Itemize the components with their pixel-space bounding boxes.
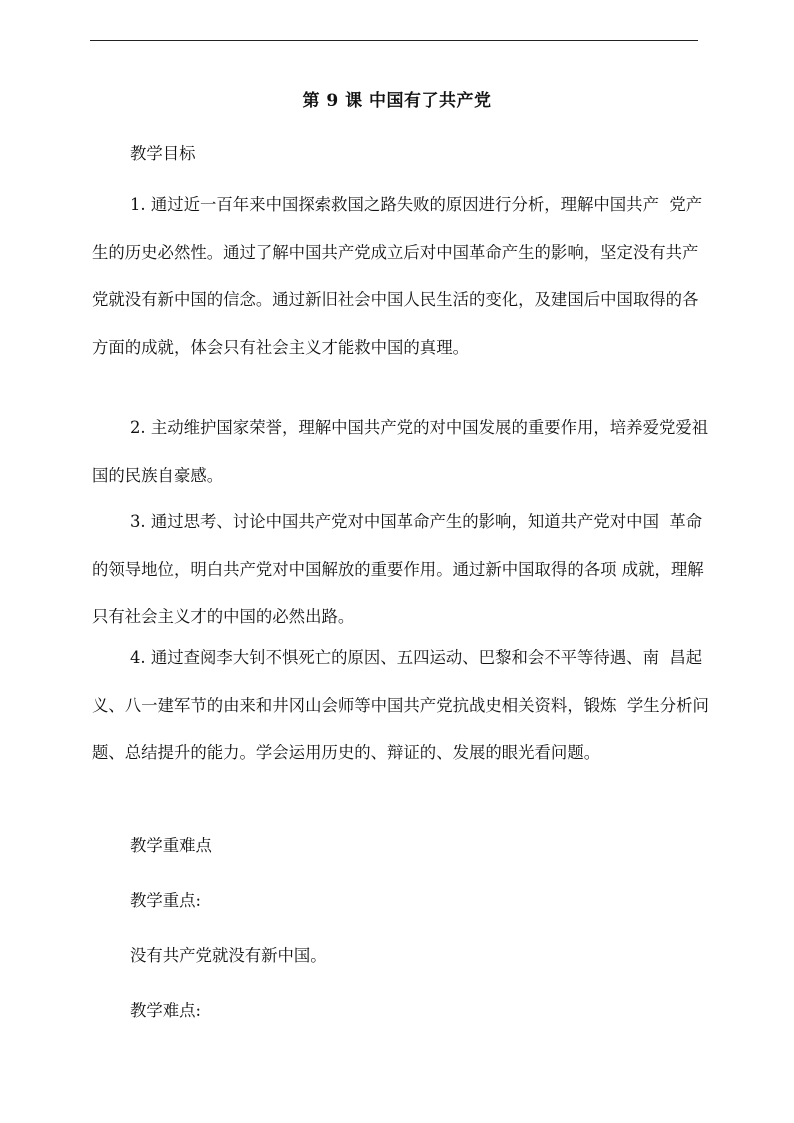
objective-4 — [92, 634, 714, 777]
objective-text: 4. 通过查阅李大钊不惧死亡的原因、五四运动、巴黎和会不平等待遇、南 昌起义、八一建军节的由来和井冈山会师等中国共产党抗战史相关资料，锻炼 学生分析问题、总结提升的能力。学会运用历史的、辩证的、发展的眼光看问题。 — [92, 648, 709, 762]
key-points-label: 教学重点: — [130, 891, 202, 910]
objective-2 — [92, 404, 714, 499]
section-heading-objectives: 教学目标 — [130, 144, 196, 163]
objective-text: 1. 通过近一百年来中国探索救国之路失败的原因进行分析，理解中国共产 党产生的历史必然性。通过了解中国共产党成立后对中国革命产生的影响，坚定没有共产党就没有新中国的信念。通过新旧社会中国人民生活的变化，及建国后中国取得的各方面的成就，体会只有社会主义才能救中国的真理。 — [92, 195, 703, 357]
lesson-title: 第 9 课 中国有了共产党 — [302, 91, 492, 111]
header-rule — [90, 40, 698, 41]
objective-text: 3. 通过思考、讨论中国共产党对中国革命产生的影响，知道共产党对中国 革命的领导地位，明白共产党对中国解放的重要作用。通过新中国取得的各项 成就，理解只有社会主义才的中国的必然出路。 — [92, 512, 704, 626]
objective-3 — [92, 498, 714, 641]
key-points-text: 没有共产党就没有新中国。 — [130, 946, 327, 965]
objective-1 — [92, 181, 714, 371]
section-heading-key-difficult: 教学重难点 — [130, 836, 212, 855]
objective-text: 2. 主动维护国家荣誉，理解中国共产党的对中国发展的重要作用，培养爱党爱祖国的民族自豪感。 — [92, 418, 709, 485]
difficult-points-label: 教学难点: — [130, 1001, 202, 1020]
